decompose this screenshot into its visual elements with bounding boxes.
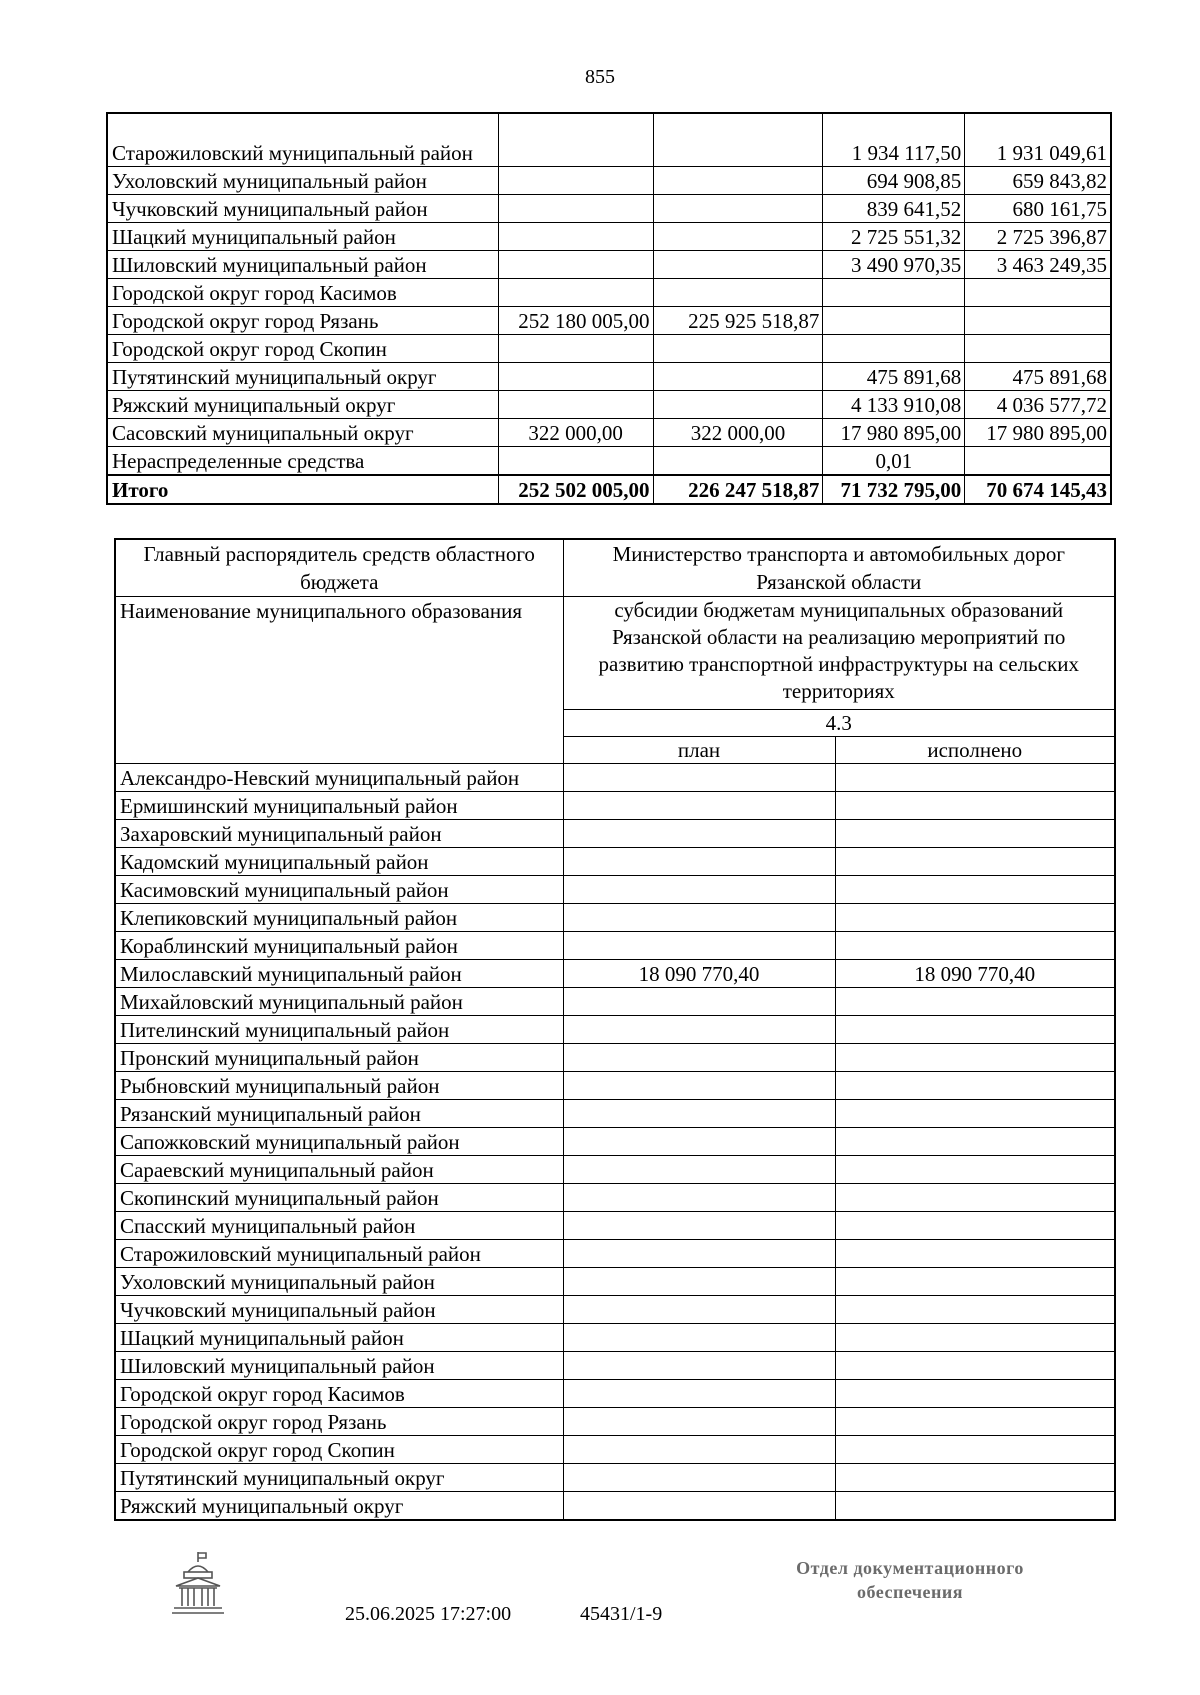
municipality-name: Рязанский муниципальный район <box>115 1100 563 1128</box>
done-value <box>835 876 1115 904</box>
done-value <box>835 1296 1115 1324</box>
plan-value <box>563 1044 835 1072</box>
table-row <box>115 960 1115 988</box>
plan-value <box>563 1072 835 1100</box>
value-cell <box>653 335 823 363</box>
value-cell <box>653 363 823 391</box>
table-row <box>107 391 1111 419</box>
municipality-name: Городской округ город Касимов <box>107 279 498 307</box>
value-cell <box>823 335 965 363</box>
table-row <box>115 1240 1115 1268</box>
value-cell <box>498 447 653 476</box>
table-row <box>107 251 1111 279</box>
value-cell: 680 161,75 <box>965 195 1111 223</box>
table-row <box>115 988 1115 1016</box>
plan-value <box>563 1268 835 1296</box>
value-cell <box>823 307 965 335</box>
value-cell <box>498 363 653 391</box>
value-cell <box>653 391 823 419</box>
done-value <box>835 1184 1115 1212</box>
table-row <box>115 932 1115 960</box>
plan-value <box>563 1492 835 1521</box>
done-value <box>835 764 1115 792</box>
municipality-name: Милославский муниципальный район <box>115 960 563 988</box>
plan-value <box>563 1296 835 1324</box>
plan-value <box>563 1016 835 1044</box>
value-cell: 839 641,52 <box>823 195 965 223</box>
done-value <box>835 1380 1115 1408</box>
value-cell <box>965 447 1111 476</box>
municipality-name: Кадомский муниципальный район <box>115 848 563 876</box>
municipality-name: Пронский муниципальный район <box>115 1044 563 1072</box>
plan-value <box>563 904 835 932</box>
municipality-name: Сапожковский муниципальный район <box>115 1128 563 1156</box>
value-cell <box>965 307 1111 335</box>
header-municipality-label: Наименование муниципального образования <box>115 597 563 764</box>
value-cell <box>498 391 653 419</box>
plan-value <box>563 1184 835 1212</box>
plan-value <box>563 792 835 820</box>
done-value <box>835 1212 1115 1240</box>
table-row <box>115 792 1115 820</box>
value-cell <box>653 167 823 195</box>
table-row <box>115 1212 1115 1240</box>
transport-subsidy-table <box>114 538 1116 1521</box>
municipality-name: Ухоловский муниципальный район <box>115 1268 563 1296</box>
table-row <box>115 1044 1115 1072</box>
value-cell: 225 925 518,87 <box>653 307 823 335</box>
municipality-name: Сасовский муниципальный округ <box>107 419 498 447</box>
total-value: 71 732 795,00 <box>823 475 965 504</box>
table-row <box>107 307 1111 335</box>
value-cell: 4 133 910,08 <box>823 391 965 419</box>
header-row-distributor <box>115 539 1115 597</box>
table-row <box>115 1296 1115 1324</box>
table-row <box>115 1464 1115 1492</box>
plan-value <box>563 1436 835 1464</box>
done-value <box>835 932 1115 960</box>
total-value: 70 674 145,43 <box>965 475 1111 504</box>
plan-value <box>563 1352 835 1380</box>
municipality-name: Городской округ город Рязань <box>107 307 498 335</box>
municipality-name: Ряжский муниципальный округ <box>115 1492 563 1521</box>
table-row <box>115 1100 1115 1128</box>
done-value <box>835 1128 1115 1156</box>
header-row-subsidy <box>115 597 1115 710</box>
done-value <box>835 1352 1115 1380</box>
value-cell <box>498 167 653 195</box>
done-value <box>835 1436 1115 1464</box>
done-value <box>835 1240 1115 1268</box>
done-value <box>835 1016 1115 1044</box>
done-value <box>835 1324 1115 1352</box>
value-cell <box>498 223 653 251</box>
value-cell: 252 180 005,00 <box>498 307 653 335</box>
total-row <box>107 475 1111 504</box>
municipality-name: Старожиловский муниципальный район <box>115 1240 563 1268</box>
plan-value <box>563 1240 835 1268</box>
value-cell: 475 891,68 <box>823 363 965 391</box>
plan-value <box>563 1324 835 1352</box>
value-cell: 4 036 577,72 <box>965 391 1111 419</box>
footer-datetime: 25.06.2025 17:27:00 <box>345 1603 512 1625</box>
table-row <box>115 1408 1115 1436</box>
value-cell: 17 980 895,00 <box>823 419 965 447</box>
value-cell: 659 843,82 <box>965 167 1111 195</box>
value-cell: 475 891,68 <box>965 363 1111 391</box>
plan-value <box>563 1156 835 1184</box>
header-subsidy-title: субсидии бюджетам муниципальных образований Рязанской области на реализацию мероприятий по развитию транспортной инфраструктуры на сельских территориях <box>563 597 1115 710</box>
value-cell: 1 931 049,61 <box>965 113 1111 167</box>
table-row <box>107 279 1111 307</box>
value-cell: 3 463 249,35 <box>965 251 1111 279</box>
done-value <box>835 1072 1115 1100</box>
municipality-name: Спасский муниципальный район <box>115 1212 563 1240</box>
value-cell <box>498 279 653 307</box>
table-row <box>107 335 1111 363</box>
plan-value <box>563 1128 835 1156</box>
plan-value <box>563 932 835 960</box>
plan-value <box>563 764 835 792</box>
value-cell: 2 725 396,87 <box>965 223 1111 251</box>
table-row <box>115 1380 1115 1408</box>
municipality-name: Касимовский муниципальный район <box>115 876 563 904</box>
value-cell <box>653 223 823 251</box>
municipality-name: Путятинский муниципальный округ <box>107 363 498 391</box>
plan-value <box>563 1212 835 1240</box>
done-value <box>835 1100 1115 1128</box>
municipality-name: Шацкий муниципальный район <box>107 223 498 251</box>
municipality-name: Ермишинский муниципальный район <box>115 792 563 820</box>
municipality-name: Городской округ город Скопин <box>115 1436 563 1464</box>
table-row <box>115 848 1115 876</box>
table-row <box>115 1016 1115 1044</box>
header-ministry-name: Министерство транспорта и автомобильных дорог Рязанской области <box>563 539 1115 597</box>
value-cell: 17 980 895,00 <box>965 419 1111 447</box>
done-value <box>835 1268 1115 1296</box>
value-cell <box>823 279 965 307</box>
plan-value <box>563 1380 835 1408</box>
municipality-name: Шиловский муниципальный район <box>115 1352 563 1380</box>
municipality-name: Шиловский муниципальный район <box>107 251 498 279</box>
done-value <box>835 1492 1115 1521</box>
subsidy-table-continued <box>106 112 1112 505</box>
value-cell <box>653 113 823 167</box>
total-label: Итого <box>107 475 498 504</box>
total-value: 226 247 518,87 <box>653 475 823 504</box>
municipality-name: Кораблинский муниципальный район <box>115 932 563 960</box>
stamp-line-2: обеспечения <box>857 1582 963 1602</box>
footer-doc-number: 45431/1-9 <box>580 1603 663 1625</box>
header-done: исполнено <box>835 737 1115 764</box>
value-cell <box>498 113 653 167</box>
municipality-name: Чучковский муниципальный район <box>107 195 498 223</box>
table-row <box>115 1128 1115 1156</box>
plan-value <box>563 988 835 1016</box>
value-cell <box>498 195 653 223</box>
table-row <box>107 419 1111 447</box>
municipality-name: Городской округ город Рязань <box>115 1408 563 1436</box>
table-row <box>115 1352 1115 1380</box>
value-cell: 694 908,85 <box>823 167 965 195</box>
table-row <box>115 1492 1115 1521</box>
plan-value <box>563 876 835 904</box>
municipality-name: Сараевский муниципальный район <box>115 1156 563 1184</box>
table-row <box>115 820 1115 848</box>
table-row <box>115 764 1115 792</box>
done-value <box>835 904 1115 932</box>
done-value <box>835 820 1115 848</box>
value-cell: 322 000,00 <box>498 419 653 447</box>
municipality-name: Городской округ город Касимов <box>115 1380 563 1408</box>
municipality-name: Рыбновский муниципальный район <box>115 1072 563 1100</box>
value-cell <box>965 335 1111 363</box>
municipality-name: Захаровский муниципальный район <box>115 820 563 848</box>
plan-value: 18 090 770,40 <box>563 960 835 988</box>
duma-building-logo-icon <box>170 1550 226 1620</box>
municipality-name: Нераспределенные средства <box>107 447 498 476</box>
plan-value <box>563 1408 835 1436</box>
done-value <box>835 988 1115 1016</box>
municipality-name: Скопинский муниципальный район <box>115 1184 563 1212</box>
value-cell <box>498 251 653 279</box>
done-value <box>835 1044 1115 1072</box>
done-value <box>835 792 1115 820</box>
done-value <box>835 1408 1115 1436</box>
value-cell: 322 000,00 <box>653 419 823 447</box>
municipality-name: Клепиковский муниципальный район <box>115 904 563 932</box>
value-cell <box>653 447 823 476</box>
municipality-name: Михайловский муниципальный район <box>115 988 563 1016</box>
plan-value <box>563 848 835 876</box>
value-cell: 0,01 <box>823 447 965 476</box>
table-row <box>107 195 1111 223</box>
municipality-name: Городской округ город Скопин <box>107 335 498 363</box>
done-value: 18 090 770,40 <box>835 960 1115 988</box>
done-value <box>835 848 1115 876</box>
value-cell: 1 934 117,50 <box>823 113 965 167</box>
table-row <box>115 1324 1115 1352</box>
table-row <box>115 1072 1115 1100</box>
table-row <box>107 363 1111 391</box>
table-row <box>115 904 1115 932</box>
municipality-name: Александро-Невский муниципальный район <box>115 764 563 792</box>
header-plan: план <box>563 737 835 764</box>
municipality-name: Шацкий муниципальный район <box>115 1324 563 1352</box>
table-row <box>107 113 1111 167</box>
table-row <box>115 1184 1115 1212</box>
value-cell: 2 725 551,32 <box>823 223 965 251</box>
table-row <box>107 447 1111 476</box>
value-cell <box>653 279 823 307</box>
table-row <box>115 876 1115 904</box>
value-cell <box>653 251 823 279</box>
department-stamp <box>750 1556 1070 1604</box>
total-value: 252 502 005,00 <box>498 475 653 504</box>
municipality-name: Пителинский муниципальный район <box>115 1016 563 1044</box>
value-cell <box>653 195 823 223</box>
municipality-name: Ухоловский муниципальный район <box>107 167 498 195</box>
municipality-name: Чучковский муниципальный район <box>115 1296 563 1324</box>
table-row <box>115 1156 1115 1184</box>
table-row <box>107 167 1111 195</box>
value-cell <box>965 279 1111 307</box>
plan-value <box>563 1464 835 1492</box>
value-cell: 3 490 970,35 <box>823 251 965 279</box>
header-distributor-label: Главный распорядитель средств областного бюджета <box>115 539 563 597</box>
plan-value <box>563 820 835 848</box>
stamp-line-1: Отдел документационного <box>796 1558 1024 1578</box>
value-cell <box>498 335 653 363</box>
plan-value <box>563 1100 835 1128</box>
municipality-name: Путятинский муниципальный округ <box>115 1464 563 1492</box>
done-value <box>835 1464 1115 1492</box>
table-row <box>115 1436 1115 1464</box>
header-code: 4.3 <box>563 710 1115 737</box>
municipality-name: Ряжский муниципальный округ <box>107 391 498 419</box>
table-row <box>115 1268 1115 1296</box>
municipality-name: Старожиловский муниципальный район <box>107 113 498 167</box>
table-row <box>107 223 1111 251</box>
done-value <box>835 1156 1115 1184</box>
page-number: 855 <box>585 66 615 88</box>
